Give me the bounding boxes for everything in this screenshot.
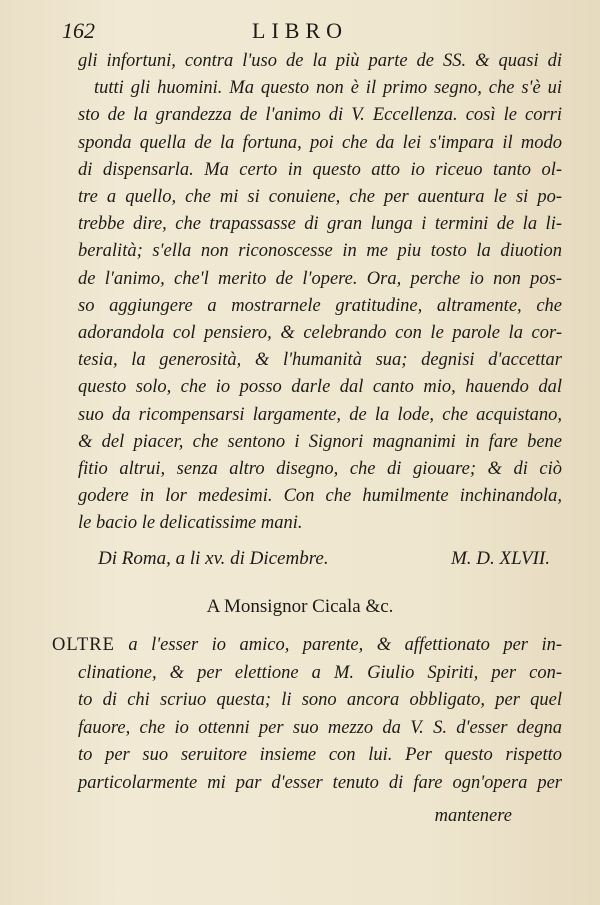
text-line: tutti gli huomini. Ma questo non è il primo segno, che s'è ui: [94, 78, 562, 99]
text-line: beralità; s'ella non riconoscesse in me piu tosto la diuotion: [78, 241, 562, 262]
dateline-place-date: Di Roma, a li xv. di Dicembre.: [98, 548, 329, 569]
text-line: fitio altrui, senza altro disegno, che di giouare; & di ciò: [78, 459, 562, 480]
text-line: le bacio le delicatissime mani.: [78, 513, 303, 534]
letter-body-text: [78, 48, 562, 538]
text-line: de l'animo, che'l merito de l'opere. Ora, perche io non pos-: [78, 268, 562, 289]
text-line: tre a quello, che mi si conuiene, che per auentura le si po-: [78, 187, 562, 208]
text-line: di dispensarla. Ma certo in questo atto io riceuo tanto ol-: [78, 159, 562, 180]
text-line: sponda quella de la fortuna, poi che da lei s'impara il modo: [78, 132, 562, 153]
text-line: suo da ricompensarsi largamente, de la lode, che acquistano,: [78, 404, 562, 425]
catchword: mantenere: [434, 806, 512, 826]
page-number: 162: [62, 18, 95, 43]
text-line-rest: a l'esser io amico, parente, & affettionato per in-: [128, 635, 563, 655]
running-head: LIBRO: [252, 18, 348, 43]
text-line: particolarmente mi par d'esser tenuto di fare ogn'opera per: [78, 772, 562, 793]
text-line: questo solo, che io posso darle dal canto mio, hauendo dal: [78, 377, 562, 398]
text-line: sto de la grandezza de l'animo di V. Eccellenza. così le corri: [78, 105, 562, 126]
text-line: & del piacer, che sentono i Signori magnanimi in fare bene: [78, 431, 562, 452]
text-line: tesia, la generosità, & l'humanità sua; degnisi d'accettar: [78, 350, 562, 371]
text-line: so aggiungere a mostrarnele gratitudine, altramente, che: [78, 295, 562, 316]
text-line: gli infortuni, contra l'uso de la più parte de SS. & quasi di: [78, 51, 562, 71]
second-letter-body: [52, 632, 562, 797]
text-line: to per suo seruitore insieme con lui. Per questo rispetto: [78, 745, 562, 765]
opening-word: OLTRE: [52, 635, 115, 655]
text-line: fauore, che io ottenni per suo mezzo da V. S. d'esser degna: [78, 717, 562, 738]
text-line: godere in lor medesimi. Con che humilmente inchinandola,: [78, 486, 562, 507]
page-header: [62, 18, 540, 48]
text-line: trebbe dire, che trapassasse di gran lunga i termini de la li-: [78, 214, 562, 235]
text-line: adorandola col pensiero, & celebrando con le parole la cor-: [78, 323, 562, 344]
text-line: clinatione, & per elettione a M. Giulio Spiriti, per con-: [78, 662, 562, 683]
text-line: to di chi scriuo questa; li sono ancora obbligato, per quel: [78, 690, 562, 710]
text-line: [52, 632, 562, 660]
letter-heading: A Monsignor Cicala &c.: [206, 596, 394, 617]
dateline-year: M. D. XLVII.: [450, 548, 550, 569]
